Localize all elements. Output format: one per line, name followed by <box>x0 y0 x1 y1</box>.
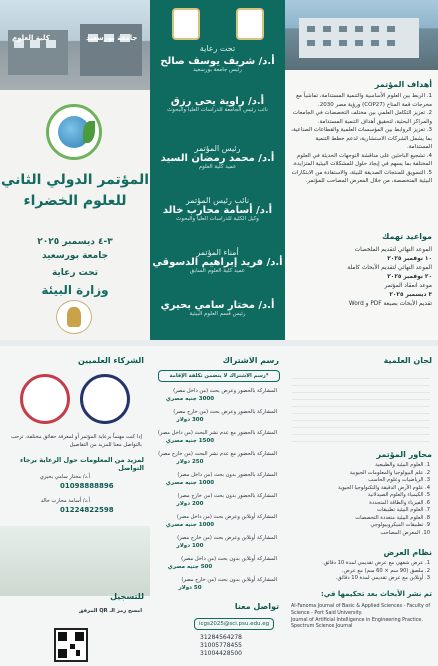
sponsor-contact-phone: 01224822598 <box>60 506 114 514</box>
registration-qr-code[interactable] <box>54 628 88 662</box>
journal-item: Spectrum Science Journal <box>291 624 353 630</box>
axes-list <box>292 462 430 537</box>
committee-panel <box>150 0 285 340</box>
building-block <box>299 18 419 58</box>
committee-member <box>150 248 285 274</box>
building-block <box>80 24 142 76</box>
goal-item: 3. تعزيز الروابط بين المؤسسات العلمية والقطاعات الصناعية، بما يشمل الشركات الاستشارية، لدعم خطط التنمية المستدامة. <box>291 127 432 150</box>
patron-label: تحت رعاية <box>199 44 236 53</box>
goals-panel <box>285 0 438 340</box>
date-value: ٣ ديسمبر ٢٠٢٥ <box>389 292 432 298</box>
member-name: أ.د/ راوية يحى رزق <box>170 96 265 107</box>
date-value: ١٠ نوفمبر ٢٠٢٥ <box>387 256 432 262</box>
partner-logo-icon <box>80 374 130 424</box>
fee-option-label: المشاركة أونلاين بدون بحث (من خارج مصر) <box>181 577 277 583</box>
member-name: أ.د/ مختار سامي بحيري <box>160 300 275 311</box>
sponsor-contact-name: أ.د/ أسامة محارب خالد <box>40 498 90 504</box>
fee-option-label: المشاركة أونلاين وعرض بحث (من داخل مصر) <box>176 514 277 520</box>
fee-option-label: المشاركة بالحضور مع عدم نشر البحث (من خارج مصر) <box>158 451 277 457</box>
egypt-eagle-icon <box>56 300 92 334</box>
fee-option-price: 1000 جنيه مصري <box>165 522 215 528</box>
campus-photo <box>285 0 438 70</box>
goal-item: 1. الربط بين العلوم الأساسية والتنمية المستدامة، تماشياً مع مخرجات قمة المناخ (COP27) ورؤية مصر 2030. <box>296 93 432 108</box>
committees-title: لجان العلمية <box>383 356 432 365</box>
axis-item: 3. الرياضيات وعلوم الحاسب <box>368 477 430 483</box>
fee-option-price: 250 دولار <box>176 459 204 465</box>
partners-title: الشركاء العلميين <box>77 356 144 365</box>
axis-item: 10. المعرض المصاحب <box>380 529 430 536</box>
member-role: نائب رئيس المؤتمر <box>185 196 250 205</box>
member-name: أ.د/ شريف يوسف صالح <box>160 56 275 67</box>
presentation-list <box>292 560 430 583</box>
presentation-item: 2. ملصق (90 سم × 60 سم) مع عرض. <box>341 567 430 574</box>
fee-option-price: 500 جنيه مصري <box>167 564 213 570</box>
date-label: موعد انعقاد المؤتمر <box>384 283 432 289</box>
fee-option-label: المشاركة أونلاين بدون بحث (من داخل مصر) <box>181 556 277 562</box>
axis-item: 6. الفيزياء والطاقة المتجددة <box>369 499 430 506</box>
fees-title: رسم الاشتراك <box>222 356 279 365</box>
fee-option-price: 300 دولار <box>176 417 204 423</box>
axis-item: 4. علوم الأرض الدقيقة والتكنولوجيا الحيوية <box>338 484 430 491</box>
title-line-1: المؤتمر الدولي الثاني <box>0 172 150 188</box>
fee-option-label: المشاركة بالحضور بدون بحث (من خارج مصر) <box>177 493 277 499</box>
axis-item: 7. العلوم البيئية تطبيقات <box>376 507 430 513</box>
fee-option-price: 3000 جنيه مصري <box>165 396 215 402</box>
fee-option-price: 1000 جنيه مصري <box>165 480 215 486</box>
sponsor-note: إذا كنت مهتماً برعاية المؤتمر أو لمعرفة حقائق مختلفة، ترحب بالتواصل معنا للمزيد من التفاصيل <box>10 434 142 448</box>
cover-panel <box>0 0 150 340</box>
committee-member <box>150 96 285 113</box>
committee-member <box>150 56 285 73</box>
phone-number: 31284564278 <box>200 634 242 641</box>
university-logo-icon <box>172 8 200 40</box>
contact-email[interactable]: icgs2025@sci.psu.edu.eg <box>194 618 274 630</box>
faculty-building-photo <box>0 0 150 90</box>
phone-number: 31005778455 <box>200 642 242 649</box>
member-title: وكيل الكلية للدراسات العليا والبحوث <box>176 216 259 222</box>
fee-option-label: المشاركة بالحضور بدون بحث (من داخل مصر) <box>177 472 277 478</box>
fee-option-label: المشاركة بالحضور وعرض بحث (من داخل مصر) <box>173 388 277 394</box>
title-line-2: للعلوم الخضراء <box>23 193 127 209</box>
sponsor-contact-phone: 01098888896 <box>60 482 114 490</box>
contact-title: تواصل معنا <box>234 602 279 611</box>
conference-logo <box>46 104 102 160</box>
fee-option-label: المشاركة بالحضور وعرض بحث (من خارج مصر) <box>173 409 277 415</box>
fee-option-price: 200 دولار <box>176 501 204 507</box>
ministry-name: وزارة البيئة <box>41 283 109 297</box>
presentation-item: 1. عرض شفهي مع عرض تقديمي لمدة 10 دقائق. <box>322 560 430 566</box>
fee-option-label: المشاركة أونلاين وعرض بحث (من خارج مصر) <box>177 535 277 541</box>
conference-venue: جامعة بورسعيد <box>41 251 109 261</box>
faculty-logo-icon <box>236 8 264 40</box>
journals-list <box>291 604 433 631</box>
journal-item: Al-Fanoma Journal of Basic & Applied Sciences - Faculty of Science - Port Said University. <box>291 604 431 616</box>
member-title: عميد كلية العلوم <box>198 164 237 170</box>
goals-list <box>290 92 432 186</box>
committee-member <box>150 144 285 170</box>
committee-member <box>150 300 285 317</box>
axis-item: 5. الكيمياء والعلوم الصيدلانية <box>367 492 430 498</box>
date-value: ٢٠ نوفمبر ٢٠٢٥ <box>387 274 432 280</box>
axis-item: 8. العلوم البيئية متعددة التخصصات <box>355 514 430 521</box>
fee-option-price: 100 دولار <box>176 543 204 549</box>
contact-phones <box>200 634 242 658</box>
date-label: تقديم الأبحاث بصيغة PDF و Word <box>348 301 432 307</box>
fees-note: *رسم الاشتراك لا يتضمن تكلفة الإقامة <box>158 370 280 382</box>
axis-item: 1. العلوم البيئية والطبيعية <box>375 462 430 468</box>
fee-option-label: المشاركة بالحضور مع عدم نشر البحث (من داخل مصر) <box>157 430 277 436</box>
presentation-title: نظام العرض <box>383 548 432 557</box>
goal-item: 4. تشجيع الباحثين على مناقشة التوجهات الحديثة في العلوم المختلفة بما يسهم في إيجاد حلول للمشكلات البيئية المتزايدة. <box>292 152 432 167</box>
goal-item: 2. تعزيز التكامل العلمي بين مختلف التخصصات في الجامعات والمراكز البحثية، لتحقيق أهداف التنمية المستدامة. <box>292 110 432 125</box>
register-instruction: امسح رمز الـ QR المرفق <box>78 608 142 614</box>
member-name: أ.د/ محمد رمضان السيد <box>160 153 275 164</box>
building-sign-right: جامعة بورسعيد <box>86 34 138 42</box>
member-name: أ.د/ أسامة محارب خالد <box>162 205 273 216</box>
date-label: الموعد النهائي لتقديم الملخصات <box>354 247 432 253</box>
sponsor-title: لمزيد من المعلومات حول الرعاية برجاء التواصل <box>20 456 144 472</box>
committee-member <box>150 196 285 222</box>
fee-option-price: 1500 جنيه مصري <box>165 438 215 444</box>
sponsor-contact-name: أ.د/ مختار سامي بحيري <box>39 474 90 480</box>
member-role: رئيس المؤتمر <box>194 144 241 153</box>
conference-title <box>0 170 150 212</box>
phone-number: 31004428500 <box>200 650 242 657</box>
axis-item: 9. تطبيقات الميكروبيولوجي <box>370 522 430 528</box>
building-sign-left: كلية العلوم <box>12 34 50 42</box>
axes-panel <box>285 346 438 666</box>
committees-list <box>292 372 430 444</box>
member-title: عميد كلية العلوم السابق <box>189 268 246 274</box>
leaf-icon <box>83 121 95 143</box>
fees-panel <box>150 346 285 666</box>
journals-title: تم نشر الأبحاث بعد تحكيمها في: <box>321 590 432 598</box>
logos-row <box>150 4 285 46</box>
register-title: للتسجيل <box>110 592 144 601</box>
axes-title: محاور المؤتمر <box>376 450 432 459</box>
goals-title: أهداف المؤتمر <box>374 80 432 89</box>
dates-list <box>290 246 432 309</box>
member-title: نائب رئيس الجامعة للدراسات العليا والبحوث <box>167 107 268 113</box>
goal-item: 5. التسويق للمنتجات الصديقة للبيئة، والاستفادة من الابتكارات البيئية المتخصصة، من خلال المعرض المصاحب للمؤتمر. <box>291 169 432 184</box>
brochure-back <box>0 346 438 666</box>
conference-dates: ٣-٤ ديسمبر ٢٠٢٥ <box>37 237 113 247</box>
solar-field-photo <box>0 526 150 596</box>
journal-item: Journal of Artificial Intelligence in Engineering Practice. <box>291 617 423 623</box>
member-role: أمناء المؤتمر <box>196 248 239 257</box>
member-title: رئيس جامعة بورسعيد <box>193 67 242 73</box>
member-title: رئيس قسم العلوم البيئية <box>189 311 246 317</box>
fee-option-price: 50 دولار <box>178 585 202 591</box>
patron-label: تحت رعاية <box>51 268 99 278</box>
partners-panel <box>0 346 150 666</box>
axis-item: 2. علم البيولوجيا والمعلومات الجيوبية <box>349 469 430 476</box>
presentation-item: 3. أونلاين مع عرض تقديمي لمدة 10 دقائق. <box>335 575 430 581</box>
date-label: الموعد النهائي لتقديم الأبحاث كاملة <box>347 265 432 271</box>
member-name: أ.د/ فريد إبراهيم الدسوقي <box>152 257 283 268</box>
partner-logo-icon <box>20 374 70 424</box>
dates-title: مواعيد تهمك <box>382 232 432 241</box>
